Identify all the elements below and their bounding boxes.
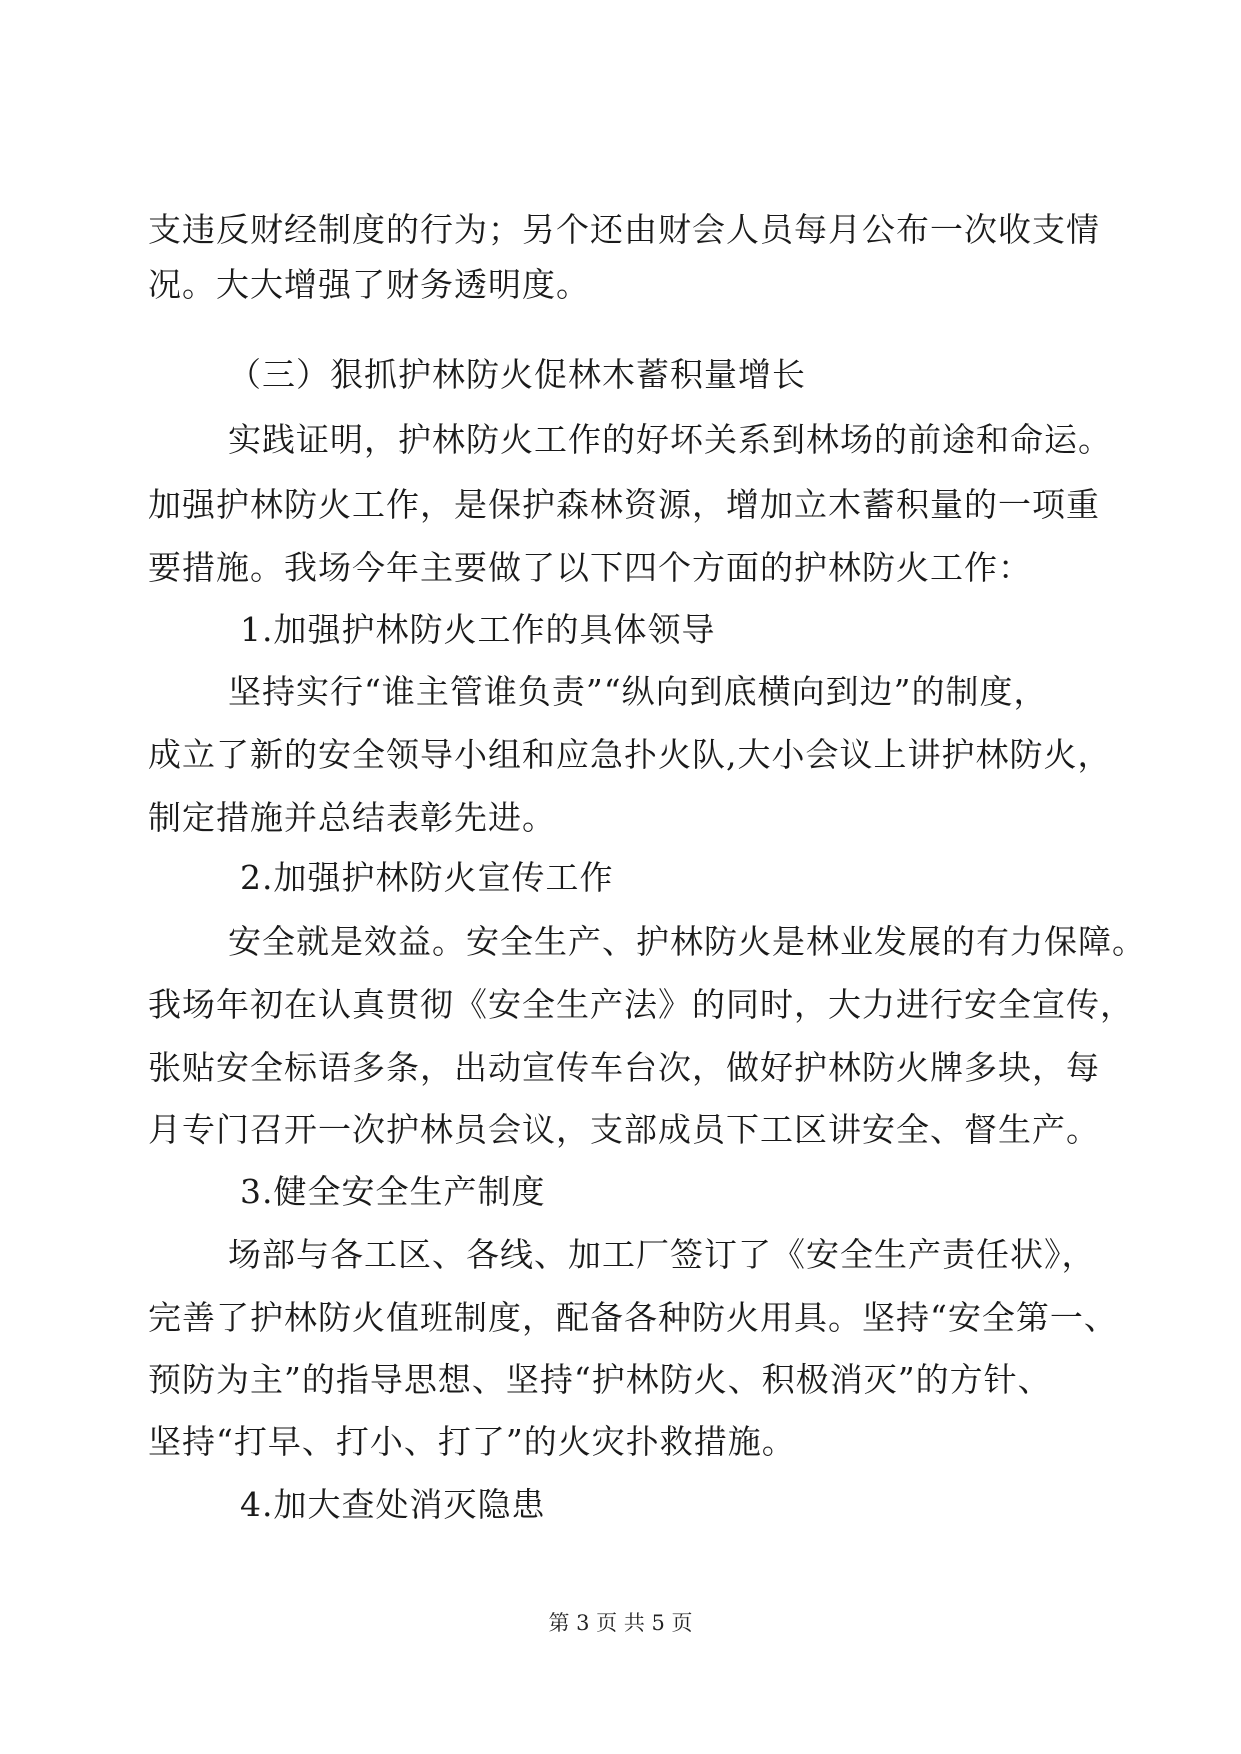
paragraph-line: 我场年初在认真贯彻《安全生产法》的同时，大力进行安全宣传，	[148, 985, 1134, 1024]
paragraph-line: 实践证明，护林防火工作的好坏关系到林场的前途和命运。	[228, 420, 1112, 459]
paragraph-line: 月专门召开一次护林员会议，支部成员下工区讲安全、督生产。	[148, 1110, 1100, 1149]
paragraph-line: 支违反财经制度的行为；另个还由财会人员每月公布一次收支情	[148, 210, 1100, 249]
subsection-heading: 2.加强护林防火宣传工作	[240, 858, 614, 897]
paragraph-line: 加强护林防火工作，是保护森林资源，增加立木蓄积量的一项重	[148, 485, 1100, 524]
paragraph-line: 张贴安全标语多条，出动宣传车台次，做好护林防火牌多块，每	[148, 1048, 1100, 1087]
paragraph-line: 坚持“打早、打小、打了”的火灾扑救措施。	[148, 1422, 796, 1461]
page-number-footer: 第 3 页 共 5 页	[548, 1611, 693, 1635]
subsection-heading: 1.加强护林防火工作的具体领导	[240, 610, 716, 649]
paragraph-line: 预防为主”的指导思想、坚持“护林防火、积极消灭”的方针、	[148, 1360, 1052, 1399]
paragraph-line: 况。大大增强了财务透明度。	[148, 265, 590, 304]
section-heading: （三）狠抓护林防火促林木蓄积量增长	[228, 355, 806, 394]
subsection-heading: 3.健全安全生产制度	[240, 1172, 546, 1211]
paragraph-line: 安全就是效益。安全生产、护林防火是林业发展的有力保障。	[228, 922, 1146, 961]
paragraph-line: 坚持实行“谁主管谁负责”“纵向到底横向到边”的制度，	[228, 672, 1048, 711]
subsection-heading: 4.加大查处消灭隐患	[240, 1485, 546, 1524]
paragraph-line: 制定措施并总结表彰先进。	[148, 798, 556, 837]
paragraph-line: 成立了新的安全领导小组和应急扑火队,大小会议上讲护林防火，	[148, 735, 1112, 774]
paragraph-line: 场部与各工区、各线、加工厂签订了《安全生产责任状》，	[228, 1235, 1096, 1274]
paragraph-line: 完善了护林防火值班制度，配备各种防火用具。坚持“安全第一、	[148, 1298, 1118, 1337]
paragraph-line: 要措施。我场今年主要做了以下四个方面的护林防火工作：	[148, 548, 1032, 587]
